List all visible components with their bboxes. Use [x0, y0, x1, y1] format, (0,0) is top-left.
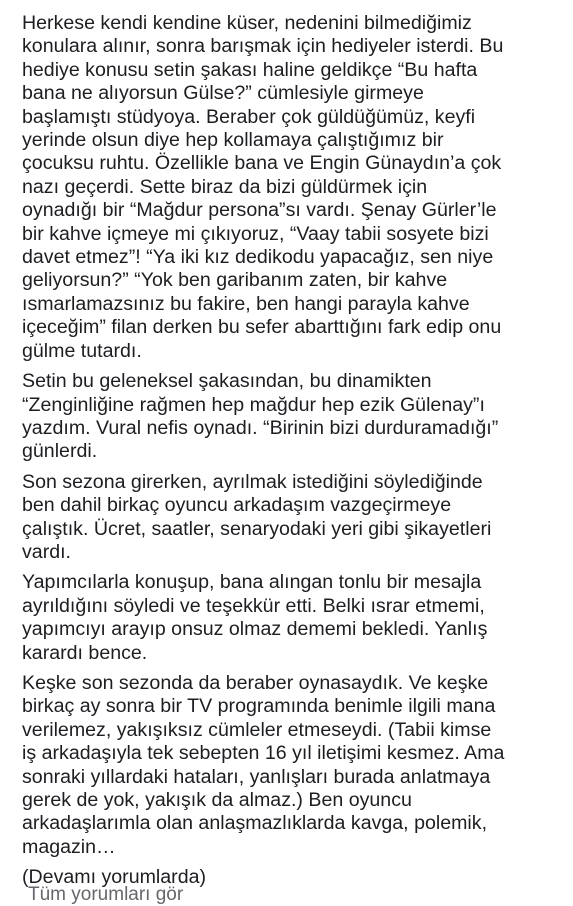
post-line: gerek de yok, yakışık da almaz.) Ben oyuncu [22, 789, 412, 811]
post-line: arkadaşlarımla olan anlaşmazlıklarda kavga, polemik, [22, 812, 488, 835]
post-text [22, 0, 570, 897]
post-line: davet etmez”! “Ya iki kız dedikodu yapacağız, sen niye [22, 246, 494, 269]
post-line: ben dahil birkaç oyuncu arkadaşım vazgeçirmeye [22, 494, 452, 517]
post-line: bir kahve içmeye mi çıkıyoruz, “Vaay tabii sosyete bizi [22, 222, 489, 245]
post-line: bana ne alıyorsun Gülse?” cümlesiyle girmeye [22, 82, 424, 105]
post-line: ısmarlamazsınız bu fakire, ben hangi parayla kahve [22, 292, 470, 315]
post-line: çalıştık. Ücret, saatler, senaryodaki yeri gibi şikayetleri [22, 517, 492, 540]
post-line: verilemez, yakışıksız cümleler etmeseydi. (Tabii kimse [22, 718, 492, 741]
view-all-comments-link[interactable]: Tüm yorumları gör [28, 884, 184, 905]
post-paragraphs [22, 12, 570, 890]
post-line: birkaç ay sonra bir TV programında benimle ilgili mana [22, 695, 496, 718]
post-line: yazdım. Vural nefis oynadı. “Birinin bizi durduramadığı” [22, 416, 499, 439]
clipped-top-line [22, 0, 570, 12]
post-line: Setin bu geleneksel şakasından, bu dinamikten [22, 370, 432, 393]
post-line: Son sezona girerken, ayrılmak istediğini söylediğinde [22, 470, 483, 493]
post-line: başlamıştı stüdyoya. Beraber çok güldüğümüz, keyfi [22, 105, 476, 128]
post-line: geliyorsun?” “Yok ben garibanım zaten, bir kahve [22, 269, 448, 292]
post-line: nazı geçerdi. Sette biraz da bizi güldürmek için [22, 175, 428, 198]
post-line: gülme tutardı. [22, 339, 142, 362]
post-line: Herkese kendi kendine küser, nedenini bilmediğimiz [22, 12, 472, 34]
post-line: magazin… [22, 835, 116, 858]
post-line: karardı bence. [22, 641, 148, 664]
post-paragraph [22, 12, 570, 363]
post-line: vardı. [22, 540, 72, 563]
post-line: içeceğim” filan derken bu sefer abarttığını fark edip onu [22, 316, 502, 339]
post-line: “Zenginliğine rağmen hep mağdur hep ezik Gülenay”ı [22, 393, 485, 416]
post-line: oynadığı bir “Mağdur persona”sı vardı. Şenay Gürler’le [22, 199, 497, 222]
post-line: yapımcıyı arayıp onsuz olmaz dememi bekledi. Yanlış [22, 618, 488, 641]
post-paragraph [22, 571, 570, 665]
post-line: iş arkadaşıyla tek sebepten 16 yıl iletişimi kesmez. Ama [22, 742, 505, 765]
post-line: çocuksu ruhtu. Özellikle bana ve Engin Günaydın’a çok [22, 152, 502, 175]
post-line: yerinde olsun diye hep kollamaya çalıştığımız bir [22, 129, 444, 152]
post-paragraph [22, 672, 570, 859]
post-line: Keşke son sezonda da beraber oynasaydık. Ve keşke [22, 671, 489, 694]
post-line: ayrıldığını söyledi ve teşekkür etti. Belki ısrar etmemi, [22, 594, 485, 617]
post-paragraph [22, 471, 570, 565]
post-line: hediye konusu setin şakası haline geldikçe “Bu hafta [22, 58, 478, 81]
post-line: (Devamı yorumlarda) [22, 866, 207, 889]
post-line: konulara alınır, sonra barışmak için hediyeler isterdi. Bu [22, 35, 504, 58]
post-line: günlerdi. [22, 440, 98, 463]
post-line: Yapımcılarla konuşup, bana alıngan tonlu bir mesajla [22, 571, 482, 594]
post-paragraph [22, 370, 570, 464]
post-line: sonraki yıllardaki hataları, yanlışları burada anlatmaya [22, 765, 491, 788]
